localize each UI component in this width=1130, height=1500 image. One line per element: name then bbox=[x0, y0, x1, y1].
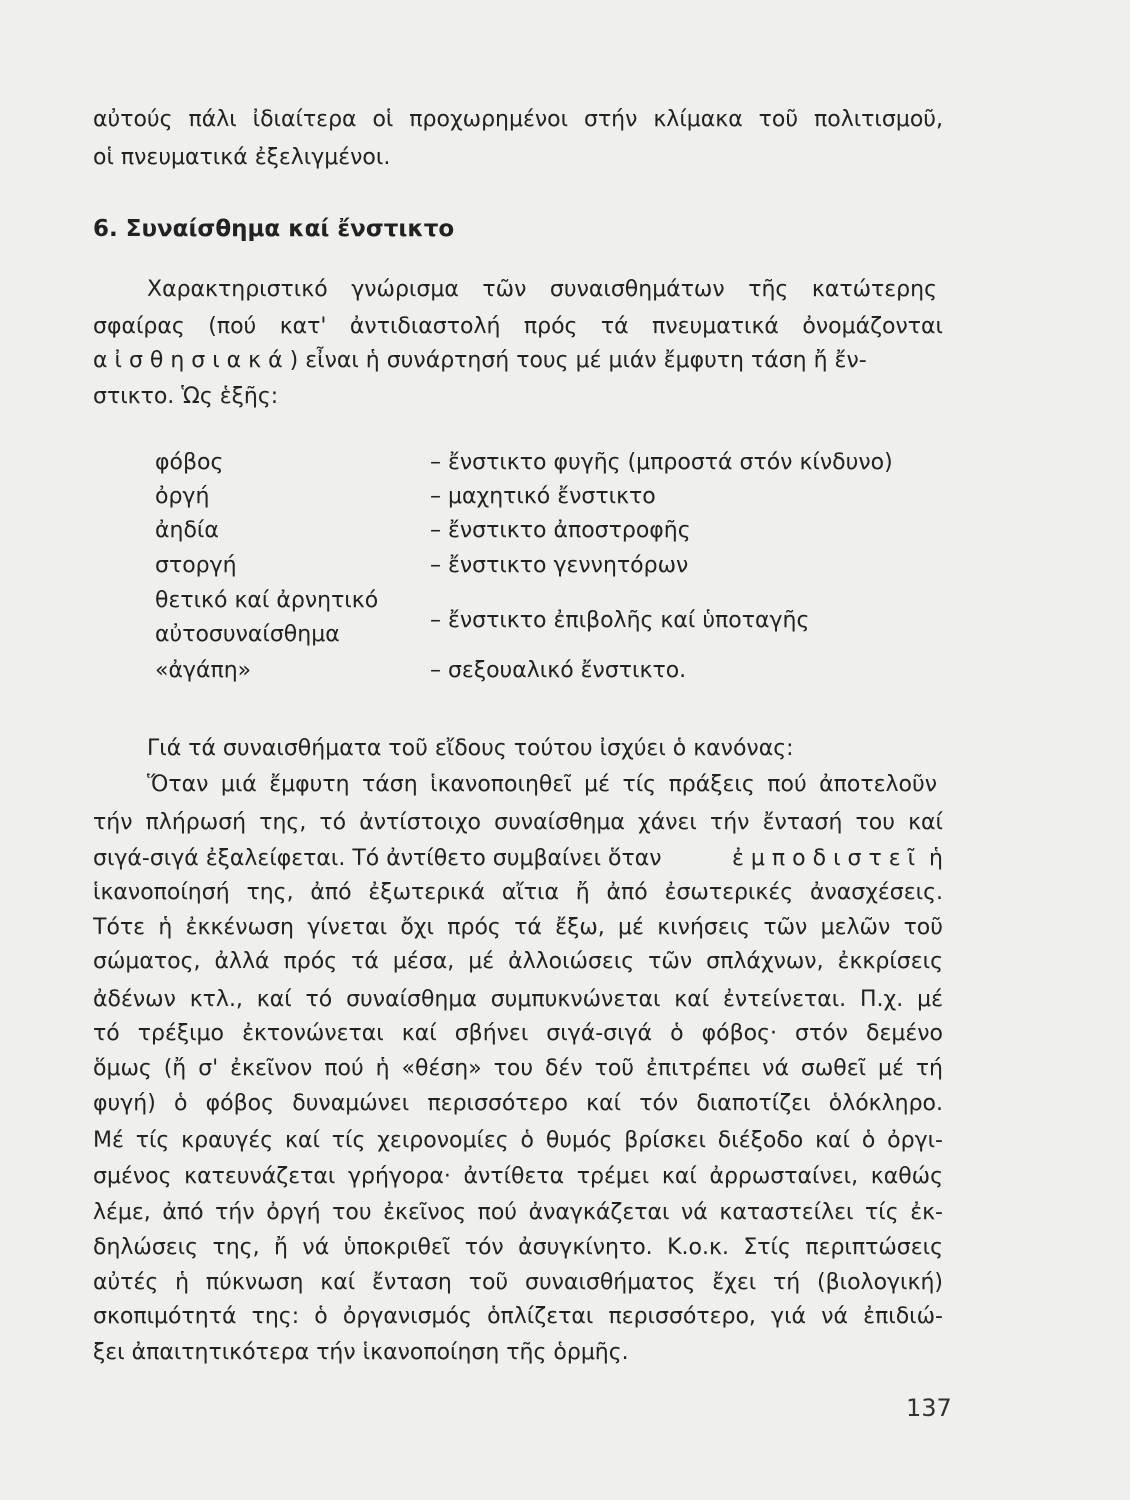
para2-line-14: λέμε, ἀπό τήν ὀργή του ἐκεῖνος πού ἀναγκάζεται νά καταστείλει τίς ἐκ- bbox=[93, 1200, 943, 1225]
spaced-term: αἰσθησιακά bbox=[93, 348, 290, 373]
para2-line-6: Τότε ἡ ἐκκένωση γίνεται ὄχι πρός τά ἔξω, μέ κινήσεις τῶν μελῶν τοῦ bbox=[93, 915, 943, 940]
emotion-cell: «ἀγάπη» bbox=[155, 658, 252, 683]
para2-line-15: δηλώσεις της, ἤ νά ὑποκριθεῖ τόν ἀσυγκίνητο. Κ.ο.κ. Στίς περιπτώσεις bbox=[93, 1235, 943, 1260]
para1-line-1: Χαρακτηριστικό γνώρισμα τῶν συναισθημάτων τῆς κατώτερης bbox=[147, 277, 937, 302]
emotion-cell: αὐτοσυναίσθημα bbox=[155, 622, 340, 647]
para2-line-8: ἀδένων κτλ., καί τό συναίσθημα συμπυκνώνεται καί ἐντείνεται. Π.χ. μέ bbox=[93, 987, 943, 1012]
page-number: 137 bbox=[906, 1394, 952, 1422]
para1-line-3 bbox=[93, 344, 943, 378]
para2-line-4 bbox=[93, 842, 943, 876]
para2-line-3: τήν πλήρωσή της, τό ἀντίστοιχο συναίσθημα χάνει τήν ἔντασή του καί bbox=[93, 810, 943, 835]
para2-line-4-end bbox=[732, 842, 943, 876]
para2-line-4-start: σιγά-σιγά ἐξαλείφεται. Τό ἀντίθετο συμβαίνει ὅταν bbox=[93, 846, 662, 871]
para2-line-1: Γιά τά συναισθήματα τοῦ εἴδους τούτου ἰσχύει ὁ κανόνας: bbox=[147, 736, 794, 761]
spaced-term: ἐμποδιστεῖ bbox=[732, 846, 923, 871]
instinct-cell: – ἔνστικτο γεννητόρων bbox=[430, 553, 689, 578]
para2-line-13: σμένος κατευνάζεται γρήγορα· ἀντίθετα τρέμει καί ἀρρωσταίνει, καθώς bbox=[93, 1164, 943, 1189]
intro-line-2: οἱ πνευματικά ἐξελιγμένοι. bbox=[93, 145, 391, 170]
para1-line-3-rest: ) εἶναι ἡ συνάρτησή τους μέ μιάν ἔμφυτη τάση ἤ ἔν- bbox=[289, 348, 867, 373]
para2-line-11: φυγή) ὁ φόβος δυναμώνει περισσότερο καί τόν διαποτίζει ὁλόκληρο. bbox=[93, 1091, 943, 1116]
para1-line-2: σφαίρας (πού κατ' ἀντιδιαστολή πρός τά πνευματικά ὀνομάζονται bbox=[93, 314, 943, 339]
instinct-cell: – μαχητικό ἔνστικτο bbox=[430, 484, 656, 509]
para2-line-10: ὅμως (ἤ σ' ἐκεῖνον πού ἡ «θέση» του δέν τοῦ ἐπιτρέπει νά σωθεῖ μέ τή bbox=[93, 1056, 943, 1081]
para2-line-12: Μέ τίς κραυγές καί τίς χειρονομίες ὁ θυμός βρίσκει διέξοδο καί ὁ ὀργι- bbox=[93, 1128, 943, 1153]
section-heading: 6. Συναίσθημα καί ἔνστικτο bbox=[93, 216, 455, 242]
instinct-cell: – ἔνστικτο ἀποστροφῆς bbox=[430, 518, 691, 543]
para1-line-4: στικτο. Ὡς ἑξῆς: bbox=[93, 384, 279, 409]
para2-line-5: ἱκανοποίησή της, ἀπό ἐξωτερικά αἴτια ἤ ἀπό ἐσωτερικές ἀνασχέσεις. bbox=[93, 880, 943, 905]
instinct-cell: – ἔνστικτο ἐπιβολῆς καί ὑποταγῆς bbox=[430, 608, 810, 633]
para2-line-16: αὐτές ἡ πύκνωση καί ἔνταση τοῦ συναισθήματος ἔχει τή (βιολογική) bbox=[93, 1270, 943, 1295]
para2-line-9: τό τρέξιμο ἐκτονώνεται καί σβήνει σιγά-σιγά ὁ φόβος· στόν δεμένο bbox=[93, 1021, 943, 1046]
instinct-cell: – σεξουαλικό ἔνστικτο. bbox=[430, 658, 687, 683]
para2-line-17: σκοπιμότητά της: ὁ ὀργανισμός ὁπλίζεται περισσότερο, γιά νά ἐπιδιώ- bbox=[93, 1304, 943, 1329]
para2-line-4-last-word: ἡ bbox=[929, 846, 943, 871]
para2-line-2: Ὅταν μιά ἔμφυτη τάση ἱκανοποιηθεῖ μέ τίς πράξεις πού ἀποτελοῦν bbox=[147, 772, 937, 797]
emotion-cell: ἀηδία bbox=[155, 518, 219, 543]
emotion-cell: φόβος bbox=[155, 450, 224, 475]
intro-line-1: αὐτούς πάλι ἰδιαίτερα οἱ προχωρημένοι στήν κλίμακα τοῦ πολιτισμοῦ, bbox=[93, 107, 943, 132]
emotion-cell: ὀργή bbox=[155, 484, 210, 509]
para2-line-18: ξει ἀπαιτητικότερα τήν ἱκανοποίηση τῆς ὁρμῆς. bbox=[93, 1340, 629, 1365]
emotion-cell: θετικό καί ἀρνητικό bbox=[155, 588, 379, 613]
instinct-cell: – ἔνστικτο φυγῆς (μπροστά στόν κίνδυνο) bbox=[430, 450, 893, 475]
emotion-cell: στοργή bbox=[155, 553, 237, 578]
para2-line-7: σώματος, ἀλλά πρός τά μέσα, μέ ἀλλοιώσεις τῶν σπλάχνων, ἐκκρίσεις bbox=[93, 949, 943, 974]
